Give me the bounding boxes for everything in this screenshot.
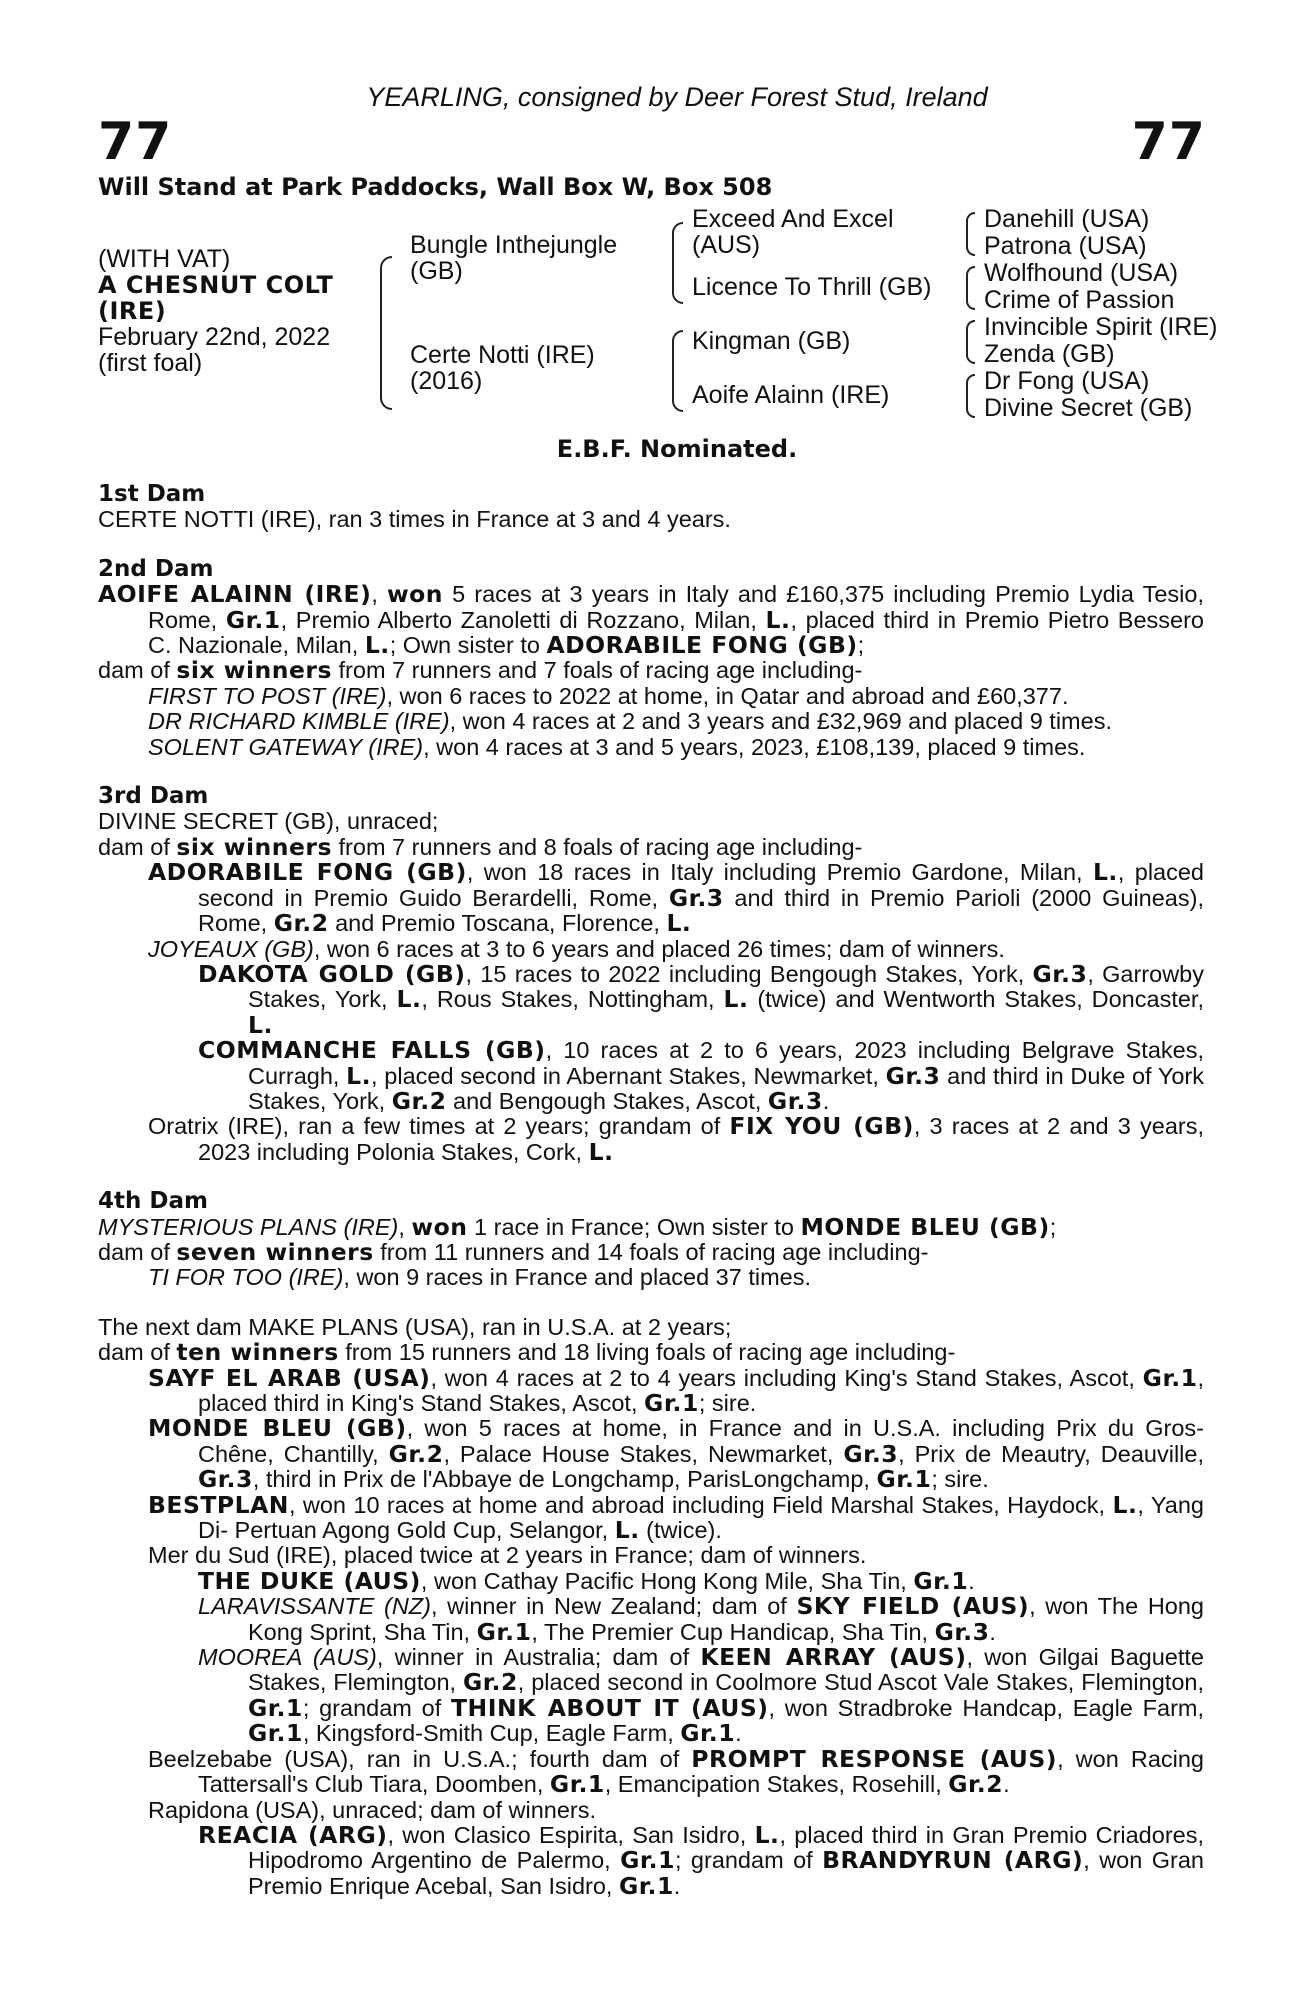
produce-entry: JOYEAUX (GB), won 6 races at 3 to 6 years and placed 26 times; dam of winners.	[148, 935, 1005, 962]
produce-entry: SOLENT GATEWAY (IRE), won 4 races at 3 and 5 years, 2023, £108,139, placed 9 times.	[148, 733, 1086, 760]
grand-ancestor-7: Dr Fong (USA)	[984, 367, 1150, 395]
first-dam-text: CERTE NOTTI (IRE), ran 3 times in France at 3 and 4 years.	[98, 506, 731, 533]
subject-description: A CHESNUT COLT	[98, 271, 334, 299]
second-dam-produce-summary: dam of six winners from 7 runners and 7 foals of racing age including-	[98, 656, 863, 685]
lot-number-right: 77	[1131, 112, 1206, 172]
pedigree-brace-g2	[966, 266, 975, 310]
foal-note: (first foal)	[98, 349, 203, 377]
fourth-dam-heading: 4th Dam	[98, 1188, 208, 1215]
grand-produce-entry: THE DUKE (AUS), won Cathay Pacific Hong Kong Mile, Sha Tin, Gr.1.	[198, 1566, 975, 1595]
produce-entry: Rapidona (USA), unraced; dam of winners.	[148, 1796, 597, 1823]
grand-ancestor-5: Invincible Spirit (IRE)	[984, 313, 1218, 341]
grand-produce-entry: REACIA (ARG), won Clasico Espirita, San Isidro, L., placed third in Gran Premio Criadores, Hipodromo Argentino de Palermo, Gr.1; grandam of BRANDYRUN (ARG), won Gran Premio Enrique Acebal, San Isidro, Gr.1.	[198, 1820, 1204, 1900]
pedigree-brace-g3	[966, 320, 975, 364]
pedigree-notes	[98, 482, 1204, 1899]
second-dam-heading: 2nd Dam	[98, 555, 214, 582]
pedigree-brace-g4	[966, 374, 975, 418]
third-dam-produce-summary: dam of six winners from 7 runners and 8 foals of racing age including-	[98, 832, 863, 861]
grand-ancestor-8: Divine Secret (GB)	[984, 394, 1193, 422]
produce-entry: MONDE BLEU (GB), won 5 races at home, in France and in U.S.A. including Prix du Gros-Chêne, Chantilly, Gr.2, Palace House Stakes, Newmarket, Gr.3, Prix de Meautry, Deauville, Gr.3, third in Prix de l'Abbaye de Longchamp, ParisLongchamp, Gr.1; sire.	[148, 1414, 1205, 1494]
pedigree-brace-main	[380, 256, 392, 410]
sire-name: Bungle Inthejungle (GB)	[410, 231, 618, 285]
produce-entry: Oratrix (IRE), ran a few times at 2 years; grandam of FIX YOU (GB), 3 races at 2 and 3 years, 2023 including Polonia Stakes, Cork, L.	[148, 1112, 1204, 1166]
first-dam-heading: 1st Dam	[98, 481, 206, 507]
grand-produce-entry: COMMANCHE FALLS (GB), 10 races at 2 to 6 years, 2023 including Belgrave Stakes, Curragh, L., placed second in Abernant Stakes, Newmarket, Gr.3 and third in Duke of York Stakes, York, Gr.2 and Bengough Stakes, Ascot, Gr.3.	[198, 1036, 1204, 1115]
consignor-line: YEARLING, consigned by Deer Forest Stud, Ireland	[366, 82, 988, 112]
subject-block	[98, 246, 333, 376]
produce-entry: Mer du Sud (IRE), placed twice at 2 years in France; dam of winners.	[148, 1542, 867, 1569]
dam-dam-name: Aoife Alainn (IRE)	[692, 381, 890, 409]
sire-dam-name: Licence To Thrill (GB)	[692, 273, 932, 301]
dam-sire-name: Kingman (GB)	[692, 327, 851, 355]
dam-name: Certe Notti (IRE) (2016)	[410, 341, 595, 395]
grand-ancestor-3: Wolfhound (USA)	[984, 259, 1179, 287]
pedigree-brace-dam	[672, 330, 683, 412]
grand-ancestor-1: Danehill (USA)	[984, 205, 1150, 233]
next-dam-produce-summary: dam of ten winners from 15 runners and 18 living foals of racing age including-	[98, 1338, 956, 1367]
sire-sire-name: Exceed And Excel (AUS)	[692, 205, 894, 259]
pedigree-brace-g1	[966, 212, 975, 256]
produce-entry: ADORABILE FONG (GB), won 18 races in Italy including Premio Gardone, Milan, L., placed second in Premio Guido Berardelli, Rome, Gr.3 and third in Premio Parioli (2000 Guineas), Rome, Gr.2 and Premio Toscana, Florence, L.	[148, 858, 1204, 938]
foaling-date: February 22nd, 2022	[98, 323, 331, 351]
ebf-nomination: E.B.F. Nominated.	[556, 435, 798, 463]
fourth-dam-record: MYSTERIOUS PLANS (IRE), won 1 race in France; Own sister to MONDE BLEU (GB);	[98, 1212, 1057, 1241]
grand-produce-entry: LARAVISSANTE (NZ), winner in New Zealand; dam of SKY FIELD (AUS), won The Hong Kong Sprint, Sha Tin, Gr.1, The Premier Cup Handicap, Sha Tin, Gr.3.	[198, 1592, 1204, 1646]
lot-number-left: 77	[98, 112, 173, 172]
subject-description-country: (IRE)	[98, 297, 167, 325]
third-dam-heading: 3rd Dam	[98, 783, 209, 810]
vat-note: (WITH VAT)	[98, 245, 231, 273]
grand-produce-entry: MOOREA (AUS), winner in Australia; dam of KEEN ARRAY (AUS), won Gilgai Baguette Stakes, Flemington, Gr.2, placed second in Coolmore Stud Ascot Vale Stakes, Flemington, Gr.1; grandam of THINK ABOUT IT (AUS), won Stradbroke Handcap, Eagle Farm, Gr.1, Kingsford-Smith Cup, Eagle Farm, Gr.1.	[198, 1643, 1204, 1748]
produce-entry: Beelzebabe (USA), ran in U.S.A.; fourth dam of PROMPT RESPONSE (AUS), won Racing Tattersall's Club Tiara, Doomben, Gr.1, Emancipation Stakes, Rosehill, Gr.2.	[148, 1744, 1204, 1799]
produce-entry: DR RICHARD KIMBLE (IRE), won 4 races at 2 and 3 years and £32,969 and placed 9 times.	[148, 708, 1112, 735]
grand-ancestor-2: Patrona (USA)	[984, 232, 1147, 260]
grand-produce-entry: DAKOTA GOLD (GB), 15 races to 2022 including Bengough Stakes, York, Gr.3, Garrowby Stakes, York, L., Rous Stakes, Nottingham, L. (twice) and Wentworth Stakes, Doncaster, L.	[198, 959, 1204, 1039]
produce-entry: TI FOR TOO (IRE), won 9 races in France and placed 37 times.	[148, 1264, 812, 1291]
produce-entry: FIRST TO POST (IRE), won 6 races to 2022 at home, in Qatar and abroad and £60,377.	[148, 682, 1069, 709]
produce-entry: BESTPLAN, won 10 races at home and abroad including Field Marshal Stakes, Haydock, L., Yang Di- Pertuan Agong Gold Cup, Selangor, L. (twice).	[148, 1490, 1204, 1545]
pedigree-brace-sire	[672, 222, 683, 304]
stand-location: Will Stand at Park Paddocks, Wall Box W, Box 508	[98, 173, 773, 201]
third-dam-record: DIVINE SECRET (GB), unraced;	[98, 808, 439, 835]
grand-ancestor-6: Zenda (GB)	[984, 340, 1115, 368]
second-dam-record: AOIFE ALAINN (IRE), won 5 races at 3 years in Italy and £160,375 including Premio Lydia Tesio, Rome, Gr.1, Premio Alberto Zanoletti di Rozzano, Milan, L., placed third in Premio Pietro Bessero C. Nazionale, Milan, L.; Own sister to ADORABILE FONG (GB);	[98, 580, 1204, 660]
produce-entry: SAYF EL ARAB (USA), won 4 races at 2 to 4 years including King's Stand Stakes, Ascot, Gr.1, placed third in King's Stand Stakes, Ascot, Gr.1; sire.	[148, 1363, 1205, 1417]
next-dam-record: The next dam MAKE PLANS (USA), ran in U.S.A. at 2 years;	[98, 1313, 732, 1340]
fourth-dam-produce-summary: dam of seven winners from 11 runners and 14 foals of racing age including-	[98, 1237, 929, 1266]
grand-ancestor-4: Crime of Passion	[984, 286, 1175, 314]
